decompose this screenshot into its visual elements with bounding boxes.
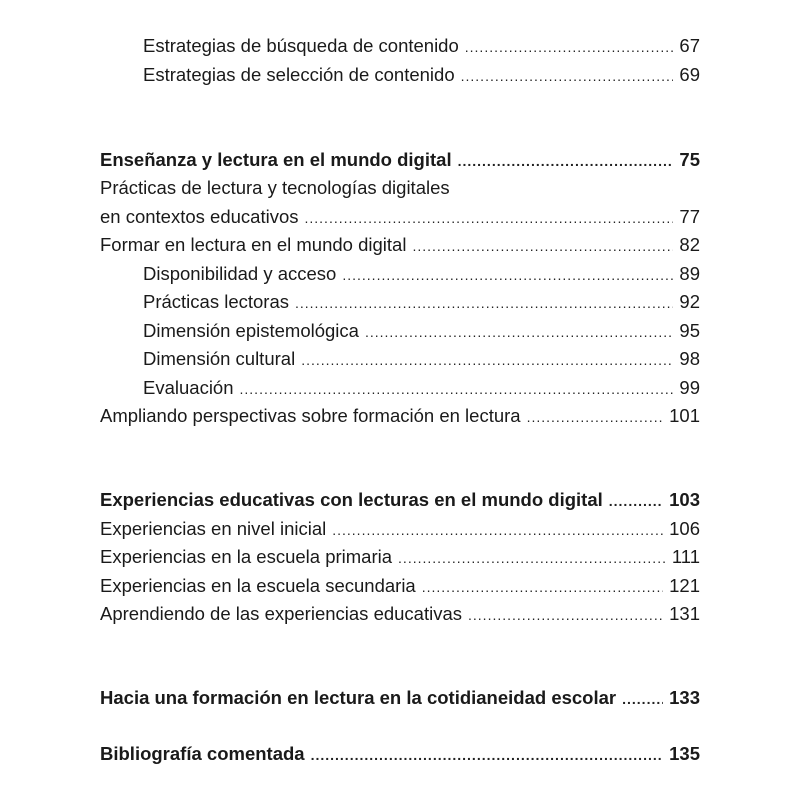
toc-page-number: 101	[669, 405, 700, 426]
toc-entry[interactable]	[0, 544, 800, 570]
dot-leader	[461, 63, 674, 89]
dot-leader	[609, 488, 663, 514]
toc-page-number: 82	[679, 234, 700, 255]
toc-entry-title: Formar en lectura en el mundo digital	[100, 234, 407, 255]
dot-leader	[365, 319, 673, 345]
toc-page-number: 131	[669, 603, 700, 624]
toc-entry-title: Estrategias de búsqueda de contenido	[143, 35, 459, 56]
toc-page-number: 75	[679, 149, 700, 170]
toc-entry-title: Aprendiendo de las experiencias educativas	[100, 603, 463, 624]
dot-leader	[465, 34, 674, 60]
toc-entry-title: Ampliando perspectivas sobre formación en lectura	[100, 405, 521, 426]
dot-leader	[398, 545, 666, 571]
toc-page-number: 95	[679, 320, 700, 341]
toc-entry[interactable]	[0, 601, 800, 627]
dot-leader	[412, 233, 673, 259]
dot-leader	[240, 376, 674, 402]
dot-leader	[468, 602, 663, 628]
dot-leader	[311, 742, 664, 768]
toc-entry-title: Hacia una formación en lectura en la cotidianeidad escolar	[100, 687, 617, 708]
toc-page-number: 135	[669, 743, 700, 764]
dot-leader	[332, 517, 663, 543]
dot-leader	[342, 262, 673, 288]
toc-entry-title: Dimensión epistemológica	[143, 320, 359, 341]
toc-entry[interactable]	[0, 573, 800, 599]
toc-entry[interactable]	[0, 33, 800, 59]
toc-entry-title: Experiencias en la escuela primaria	[100, 546, 393, 567]
dot-leader	[622, 686, 663, 712]
toc-page-number: 133	[669, 687, 700, 708]
toc-page-number: 77	[679, 206, 700, 227]
toc-chapter-heading[interactable]	[0, 685, 800, 711]
toc-entry[interactable]	[0, 232, 800, 258]
toc-entry-title: Disponibilidad y acceso	[143, 263, 337, 284]
toc-entry-title: Bibliografía comentada	[100, 743, 305, 764]
toc-page-number: 121	[669, 575, 700, 596]
dot-leader	[305, 205, 674, 231]
dot-leader	[527, 404, 664, 430]
toc-page-number: 92	[679, 291, 700, 312]
toc-chapter-heading[interactable]	[0, 147, 800, 173]
toc-page-number: 98	[679, 348, 700, 369]
toc-entry-title: Prácticas lectoras	[143, 291, 289, 312]
toc-page-number: 67	[679, 35, 700, 56]
toc-entry[interactable]	[0, 289, 800, 315]
toc-entry[interactable]	[0, 62, 800, 88]
toc-entry[interactable]	[0, 261, 800, 287]
toc-entry-title: Experiencias educativas con lecturas en el mundo digital	[100, 489, 603, 510]
toc-entry-title: Experiencias en la escuela secundaria	[100, 575, 416, 596]
dot-leader	[422, 574, 663, 600]
dot-leader	[295, 290, 673, 316]
dot-leader	[301, 347, 673, 373]
toc-entry[interactable]	[0, 516, 800, 542]
toc-entry[interactable]	[0, 346, 800, 372]
toc-entry-title: Estrategias de selección de contenido	[143, 64, 455, 85]
toc-page-number: 99	[679, 377, 700, 398]
toc-entry-title: Evaluación	[143, 377, 234, 398]
toc-chapter-heading[interactable]	[0, 741, 800, 767]
toc-page-number: 111	[671, 546, 700, 567]
toc-chapter-heading[interactable]	[0, 487, 800, 513]
toc-entry[interactable]	[0, 403, 800, 429]
dot-leader	[458, 148, 674, 174]
toc-entry-title: Dimensión cultural	[143, 348, 296, 369]
toc-entry-title: en contextos educativos	[100, 206, 299, 227]
toc-entry-title: Experiencias en nivel inicial	[100, 518, 327, 539]
toc-page-number: 69	[679, 64, 700, 85]
toc-page-number: 103	[669, 489, 700, 510]
toc-entry-title-line[interactable]: Prácticas de lectura y tecnologías digitales	[100, 177, 450, 198]
toc-page-number: 106	[669, 518, 700, 539]
toc-entry[interactable]	[0, 375, 800, 401]
toc-page-number: 89	[679, 263, 700, 284]
toc-entry[interactable]	[0, 318, 800, 344]
toc-entry-title: Enseñanza y lectura en el mundo digital	[100, 149, 452, 170]
toc-entry[interactable]	[0, 204, 800, 230]
